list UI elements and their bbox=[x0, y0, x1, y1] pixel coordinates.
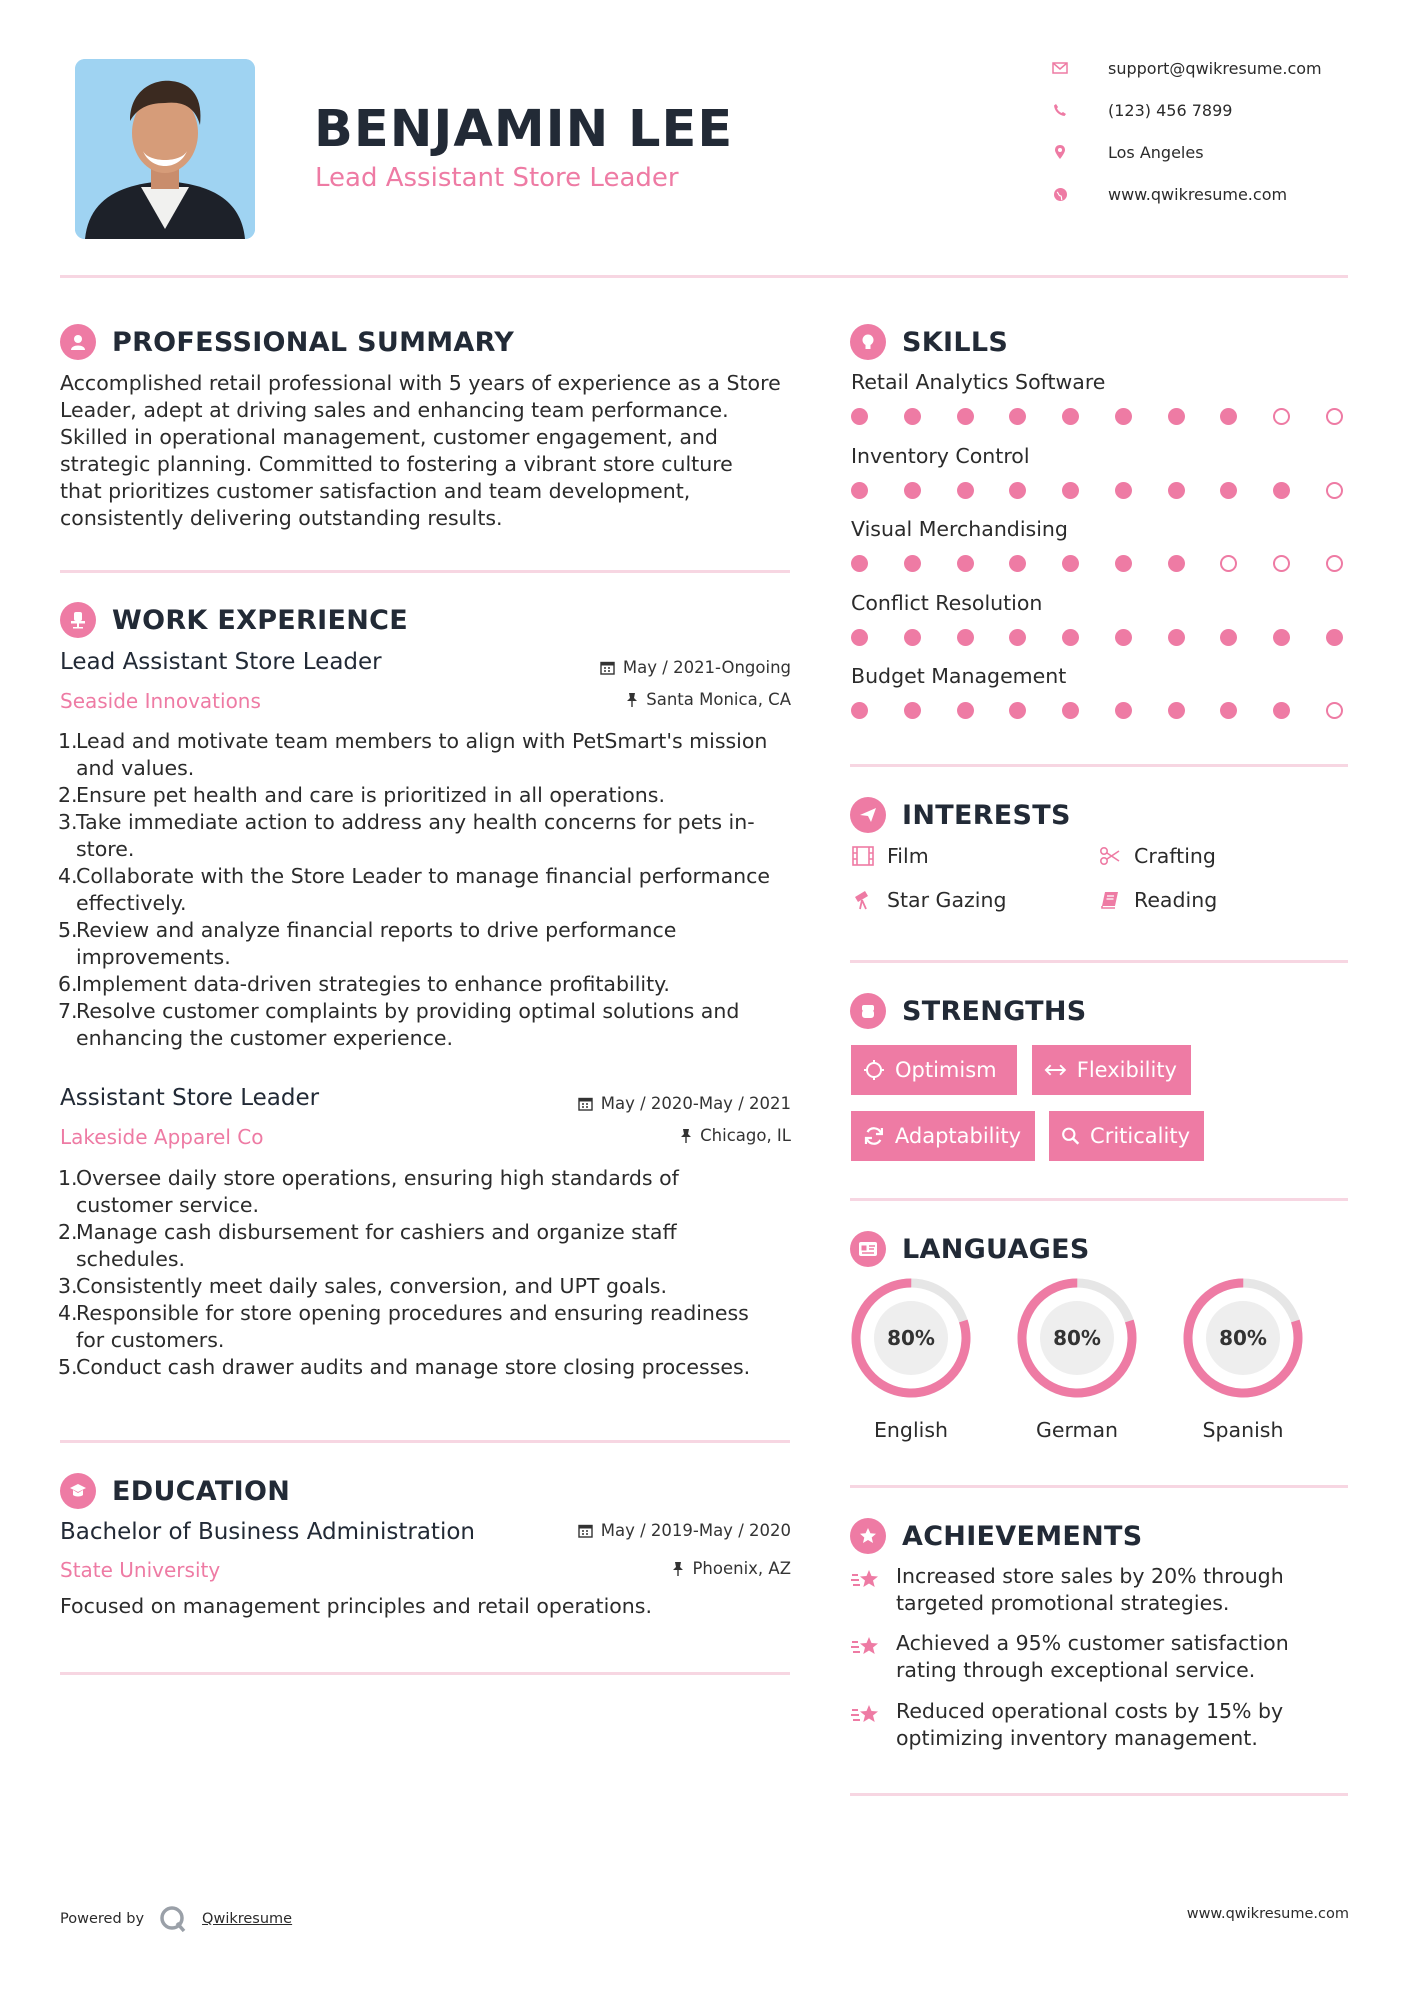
contact-location bbox=[1050, 142, 1204, 162]
list-item: 6. Implement data-driven strategies to enhance profitability. bbox=[58, 972, 670, 996]
powered-by-text: Powered by bbox=[60, 1911, 145, 1927]
skill-rating bbox=[851, 482, 1343, 499]
education-divider bbox=[60, 1672, 790, 1675]
interest-label: Reading bbox=[1134, 888, 1218, 912]
language-item bbox=[849, 1276, 973, 1442]
job-location-text: Santa Monica, CA bbox=[646, 690, 791, 709]
skill-name: Visual Merchandising bbox=[851, 517, 1068, 541]
book-icon bbox=[1098, 890, 1122, 910]
strength-label: Flexibility bbox=[1076, 1058, 1177, 1082]
job-title: Lead Assistant Store Leader bbox=[60, 649, 382, 675]
rating-dot-filled bbox=[851, 408, 868, 425]
skill-name: Inventory Control bbox=[851, 443, 1030, 468]
education-date bbox=[480, 1521, 791, 1540]
languages-heading bbox=[850, 1231, 1090, 1267]
education-note: Focused on management principles and retail operations. bbox=[60, 1594, 652, 1618]
language-percent: 80% bbox=[1053, 1326, 1101, 1350]
rating-dot-empty bbox=[1273, 408, 1290, 425]
list-item: 1. Lead and motivate team members to align with PetSmart's mission and values. bbox=[58, 729, 768, 780]
list-item: 3. Take immediate action to address any health concerns for pets in- store. bbox=[58, 810, 755, 861]
contact-email-text: support@qwikresume.com bbox=[1108, 58, 1322, 78]
shooting-star-icon bbox=[850, 1702, 882, 1735]
footer-brand-link[interactable]: Qwikresume bbox=[202, 1911, 293, 1927]
contact-email[interactable] bbox=[1050, 58, 1322, 78]
graduation-icon bbox=[60, 1473, 96, 1509]
interests-title: INTERESTS bbox=[902, 799, 1071, 831]
degree-title: Bachelor of Business Administration bbox=[60, 1519, 475, 1545]
rating-dot-empty bbox=[1273, 555, 1290, 572]
sun-icon bbox=[863, 1059, 885, 1081]
language-item bbox=[1015, 1276, 1139, 1442]
skill-rating bbox=[851, 408, 1343, 425]
contact-location-text: Los Angeles bbox=[1108, 142, 1204, 162]
paper-plane-icon bbox=[850, 797, 886, 833]
calendar-icon bbox=[578, 1523, 593, 1538]
list-item: 2. Manage cash disbursement for cashiers and organize staff schedules. bbox=[58, 1220, 677, 1271]
refresh-icon bbox=[863, 1125, 885, 1147]
rating-dot-filled bbox=[904, 408, 921, 425]
achievements-heading bbox=[850, 1518, 1143, 1554]
strengths-title: STRENGTHS bbox=[902, 995, 1087, 1027]
rating-dot-filled bbox=[1168, 555, 1185, 572]
interest-film bbox=[851, 844, 929, 868]
contact-phone[interactable] bbox=[1050, 100, 1232, 120]
rating-dot-filled bbox=[1220, 482, 1237, 499]
skill-name: Retail Analytics Software bbox=[851, 370, 1106, 394]
list-item: 1. Oversee daily store operations, ensuring high standards of customer service. bbox=[58, 1166, 679, 1217]
strengths-heading bbox=[850, 993, 1087, 1029]
magnifier-icon bbox=[1061, 1125, 1080, 1147]
calendar-icon bbox=[600, 660, 615, 675]
strength-label: Adaptability bbox=[894, 1124, 1021, 1148]
interest-label: Film bbox=[887, 844, 929, 868]
skill-item bbox=[851, 591, 1343, 646]
language-name: Spanish bbox=[1202, 1418, 1284, 1442]
interest-label: Star Gazing bbox=[887, 888, 1007, 912]
rating-dot-filled bbox=[1326, 629, 1343, 646]
summary-title: PROFESSIONAL SUMMARY bbox=[112, 326, 515, 358]
rating-dot-filled bbox=[957, 555, 974, 572]
rating-dot-filled bbox=[1009, 629, 1026, 646]
rating-dot-filled bbox=[1009, 555, 1026, 572]
rating-dot-filled bbox=[1062, 482, 1079, 499]
skills-title: SKILLS bbox=[902, 326, 1009, 358]
skills-heading bbox=[850, 324, 1008, 360]
list-item: 5. Conduct cash drawer audits and manage store closing processes. bbox=[58, 1355, 751, 1379]
rating-dot-filled bbox=[1273, 629, 1290, 646]
skill-item bbox=[851, 370, 1343, 425]
pushpin-icon bbox=[626, 692, 638, 707]
star-badge-icon bbox=[850, 1518, 886, 1554]
fist-icon bbox=[850, 993, 886, 1029]
list-item: 5. Review and analyze financial reports to drive performance improvements. bbox=[58, 918, 677, 969]
education-date-text: May / 2019-May / 2020 bbox=[600, 1521, 791, 1540]
skill-item bbox=[851, 517, 1343, 572]
achievement-item: Increased store sales by 20% through targeted promotional strategies. bbox=[850, 1563, 1330, 1617]
skills-divider bbox=[850, 764, 1348, 767]
strengths-divider bbox=[850, 1198, 1348, 1201]
rating-dot-filled bbox=[851, 555, 868, 572]
rating-dot-filled bbox=[1115, 702, 1132, 719]
rating-dot-filled bbox=[1115, 555, 1132, 572]
globe-icon bbox=[1050, 184, 1070, 204]
rating-dot-filled bbox=[1273, 702, 1290, 719]
rating-dot-filled bbox=[1220, 408, 1237, 425]
footer-url[interactable]: www.qwikresume.com bbox=[1186, 1906, 1349, 1922]
experience-divider bbox=[60, 1440, 790, 1443]
telescope-icon bbox=[851, 889, 875, 911]
achievements-title: ACHIEVEMENTS bbox=[902, 1520, 1143, 1552]
interest-star-gazing bbox=[851, 888, 1006, 912]
contact-phone-text: (123) 456 7899 bbox=[1108, 100, 1233, 120]
lightbulb-icon bbox=[850, 324, 886, 360]
interest-reading bbox=[1098, 888, 1217, 912]
pushpin-icon bbox=[672, 1561, 684, 1576]
rating-dot-filled bbox=[851, 702, 868, 719]
rating-dot-filled bbox=[904, 629, 921, 646]
job-company: Lakeside Apparel Co bbox=[60, 1125, 264, 1149]
rating-dot-filled bbox=[1168, 482, 1185, 499]
skill-name: Budget Management bbox=[851, 664, 1067, 688]
film-icon bbox=[851, 846, 875, 866]
strength-label: Criticality bbox=[1090, 1124, 1190, 1148]
school-name: State University bbox=[60, 1558, 221, 1582]
footer-powered-by bbox=[60, 1904, 292, 1934]
rating-dot-filled bbox=[1168, 408, 1185, 425]
contact-website[interactable] bbox=[1050, 184, 1287, 204]
list-item: 7. Resolve customer complaints by providing optimal solutions and enhancing the customer experience. bbox=[58, 999, 740, 1050]
job-duties-list bbox=[58, 728, 798, 1052]
job-date-text: May / 2021-Ongoing bbox=[622, 658, 791, 677]
experience-heading bbox=[60, 602, 408, 638]
rating-dot-filled bbox=[1115, 629, 1132, 646]
language-ring bbox=[1015, 1276, 1139, 1400]
rating-dot-filled bbox=[957, 482, 974, 499]
language-ring bbox=[849, 1276, 973, 1400]
rating-dot-filled bbox=[957, 629, 974, 646]
languages-row bbox=[849, 1276, 1349, 1446]
language-percent: 80% bbox=[1219, 1326, 1267, 1350]
summary-text: Accomplished retail professional with 5 years of experience as a Store Leader, adept at driving sales and enhancing team performance. Skilled in operational management, customer engagement, and strategic planning. Committed to fostering a vibrant store culture that prioritizes customer satisfaction and team development, consistently delivering outstanding results. bbox=[60, 371, 781, 530]
rating-dot-filled bbox=[1062, 629, 1079, 646]
skill-name: Conflict Resolution bbox=[851, 590, 1043, 615]
job-location bbox=[480, 1126, 791, 1145]
chair-icon bbox=[60, 602, 96, 638]
id-card-icon bbox=[850, 1231, 886, 1267]
rating-dot-filled bbox=[1220, 702, 1237, 719]
job-location-text: Chicago, IL bbox=[700, 1126, 791, 1145]
achievements-divider bbox=[850, 1793, 1348, 1796]
rating-dot-filled bbox=[1220, 629, 1237, 646]
rating-dot-empty bbox=[1326, 408, 1343, 425]
scissors-icon bbox=[1098, 846, 1122, 866]
rating-dot-filled bbox=[1273, 482, 1290, 499]
rating-dot-filled bbox=[904, 555, 921, 572]
job-date-text: May / 2020-May / 2021 bbox=[600, 1094, 791, 1113]
list-item: 4. Collaborate with the Store Leader to manage financial performance effectively. bbox=[58, 864, 771, 915]
interests-heading bbox=[850, 797, 1071, 833]
job-location bbox=[480, 690, 791, 709]
job-company: Seaside Innovations bbox=[60, 689, 261, 713]
header-divider bbox=[60, 275, 1348, 278]
rating-dot-filled bbox=[1062, 702, 1079, 719]
skill-item bbox=[851, 664, 1343, 719]
language-percent: 80% bbox=[887, 1326, 935, 1350]
rating-dot-filled bbox=[957, 702, 974, 719]
rating-dot-filled bbox=[957, 408, 974, 425]
shooting-star-icon bbox=[850, 1634, 882, 1667]
rating-dot-filled bbox=[904, 482, 921, 499]
job-title: Assistant Store Leader bbox=[60, 1085, 320, 1111]
rating-dot-filled bbox=[1009, 702, 1026, 719]
mail-icon bbox=[1050, 58, 1070, 78]
candidate-role: Lead Assistant Store Leader bbox=[315, 163, 679, 193]
interest-crafting bbox=[1098, 844, 1216, 868]
rating-dot-empty bbox=[1326, 482, 1343, 499]
rating-dot-filled bbox=[1062, 408, 1079, 425]
rating-dot-filled bbox=[1009, 408, 1026, 425]
strength-chip-optimism bbox=[851, 1045, 1017, 1095]
summary-divider bbox=[60, 570, 790, 573]
languages-divider bbox=[850, 1485, 1348, 1488]
interest-label: Crafting bbox=[1134, 844, 1216, 868]
rating-dot-filled bbox=[904, 702, 921, 719]
skill-rating bbox=[851, 629, 1343, 646]
strength-chip-adaptability bbox=[851, 1111, 1035, 1161]
language-name: German bbox=[1035, 1418, 1119, 1442]
user-icon bbox=[60, 324, 96, 360]
calendar-icon bbox=[578, 1096, 593, 1111]
qwikresume-logo-icon bbox=[158, 1904, 188, 1934]
education-location-text: Phoenix, AZ bbox=[692, 1559, 791, 1578]
language-item bbox=[1181, 1276, 1305, 1442]
rating-dot-filled bbox=[1115, 482, 1132, 499]
list-item: 4. Responsible for store opening procedures and ensuring readiness for customers. bbox=[58, 1301, 749, 1352]
education-heading bbox=[60, 1473, 290, 1509]
summary-heading bbox=[60, 324, 514, 360]
education-location bbox=[480, 1559, 791, 1578]
languages-title: LANGUAGES bbox=[902, 1233, 1090, 1265]
skill-item bbox=[851, 444, 1343, 499]
shooting-star-icon bbox=[850, 1567, 882, 1600]
list-item: 3. Consistently meet daily sales, conversion, and UPT goals. bbox=[58, 1274, 667, 1298]
rating-dot-empty bbox=[1220, 555, 1237, 572]
profile-photo bbox=[75, 59, 255, 239]
language-ring bbox=[1181, 1276, 1305, 1400]
skill-rating bbox=[851, 702, 1343, 719]
skill-rating bbox=[851, 555, 1343, 572]
job-date bbox=[480, 658, 791, 677]
experience-title: WORK EXPERIENCE bbox=[112, 604, 408, 636]
strength-chip-flexibility bbox=[1032, 1045, 1191, 1095]
rating-dot-filled bbox=[851, 482, 868, 499]
rating-dot-filled bbox=[1062, 555, 1079, 572]
rating-dot-filled bbox=[851, 629, 868, 646]
contact-website-text: www.qwikresume.com bbox=[1108, 184, 1288, 204]
rating-dot-filled bbox=[1009, 482, 1026, 499]
rating-dot-empty bbox=[1326, 555, 1343, 572]
pushpin-icon bbox=[680, 1128, 692, 1143]
map-pin-icon bbox=[1050, 142, 1070, 162]
candidate-name: BENJAMIN LEE bbox=[314, 100, 734, 159]
rating-dot-filled bbox=[1168, 702, 1185, 719]
strength-chip-criticality bbox=[1049, 1111, 1204, 1161]
job-duties-list bbox=[58, 1165, 798, 1381]
rating-dot-empty bbox=[1326, 702, 1343, 719]
list-item: 2. Ensure pet health and care is prioritized in all operations. bbox=[58, 783, 665, 807]
job-date bbox=[480, 1094, 791, 1113]
interests-divider bbox=[850, 960, 1348, 963]
phone-icon bbox=[1050, 100, 1070, 120]
achievement-item: Achieved a 95% customer satisfaction rating through exceptional service. bbox=[850, 1630, 1330, 1684]
rating-dot-filled bbox=[1115, 408, 1132, 425]
language-name: English bbox=[873, 1418, 949, 1442]
achievement-item: Reduced operational costs by 15% by optimizing inventory management. bbox=[850, 1698, 1330, 1752]
rating-dot-filled bbox=[1168, 629, 1185, 646]
strength-label: Optimism bbox=[895, 1058, 997, 1082]
arrows-horizontal-icon bbox=[1044, 1063, 1067, 1077]
education-title: EDUCATION bbox=[112, 1475, 291, 1507]
